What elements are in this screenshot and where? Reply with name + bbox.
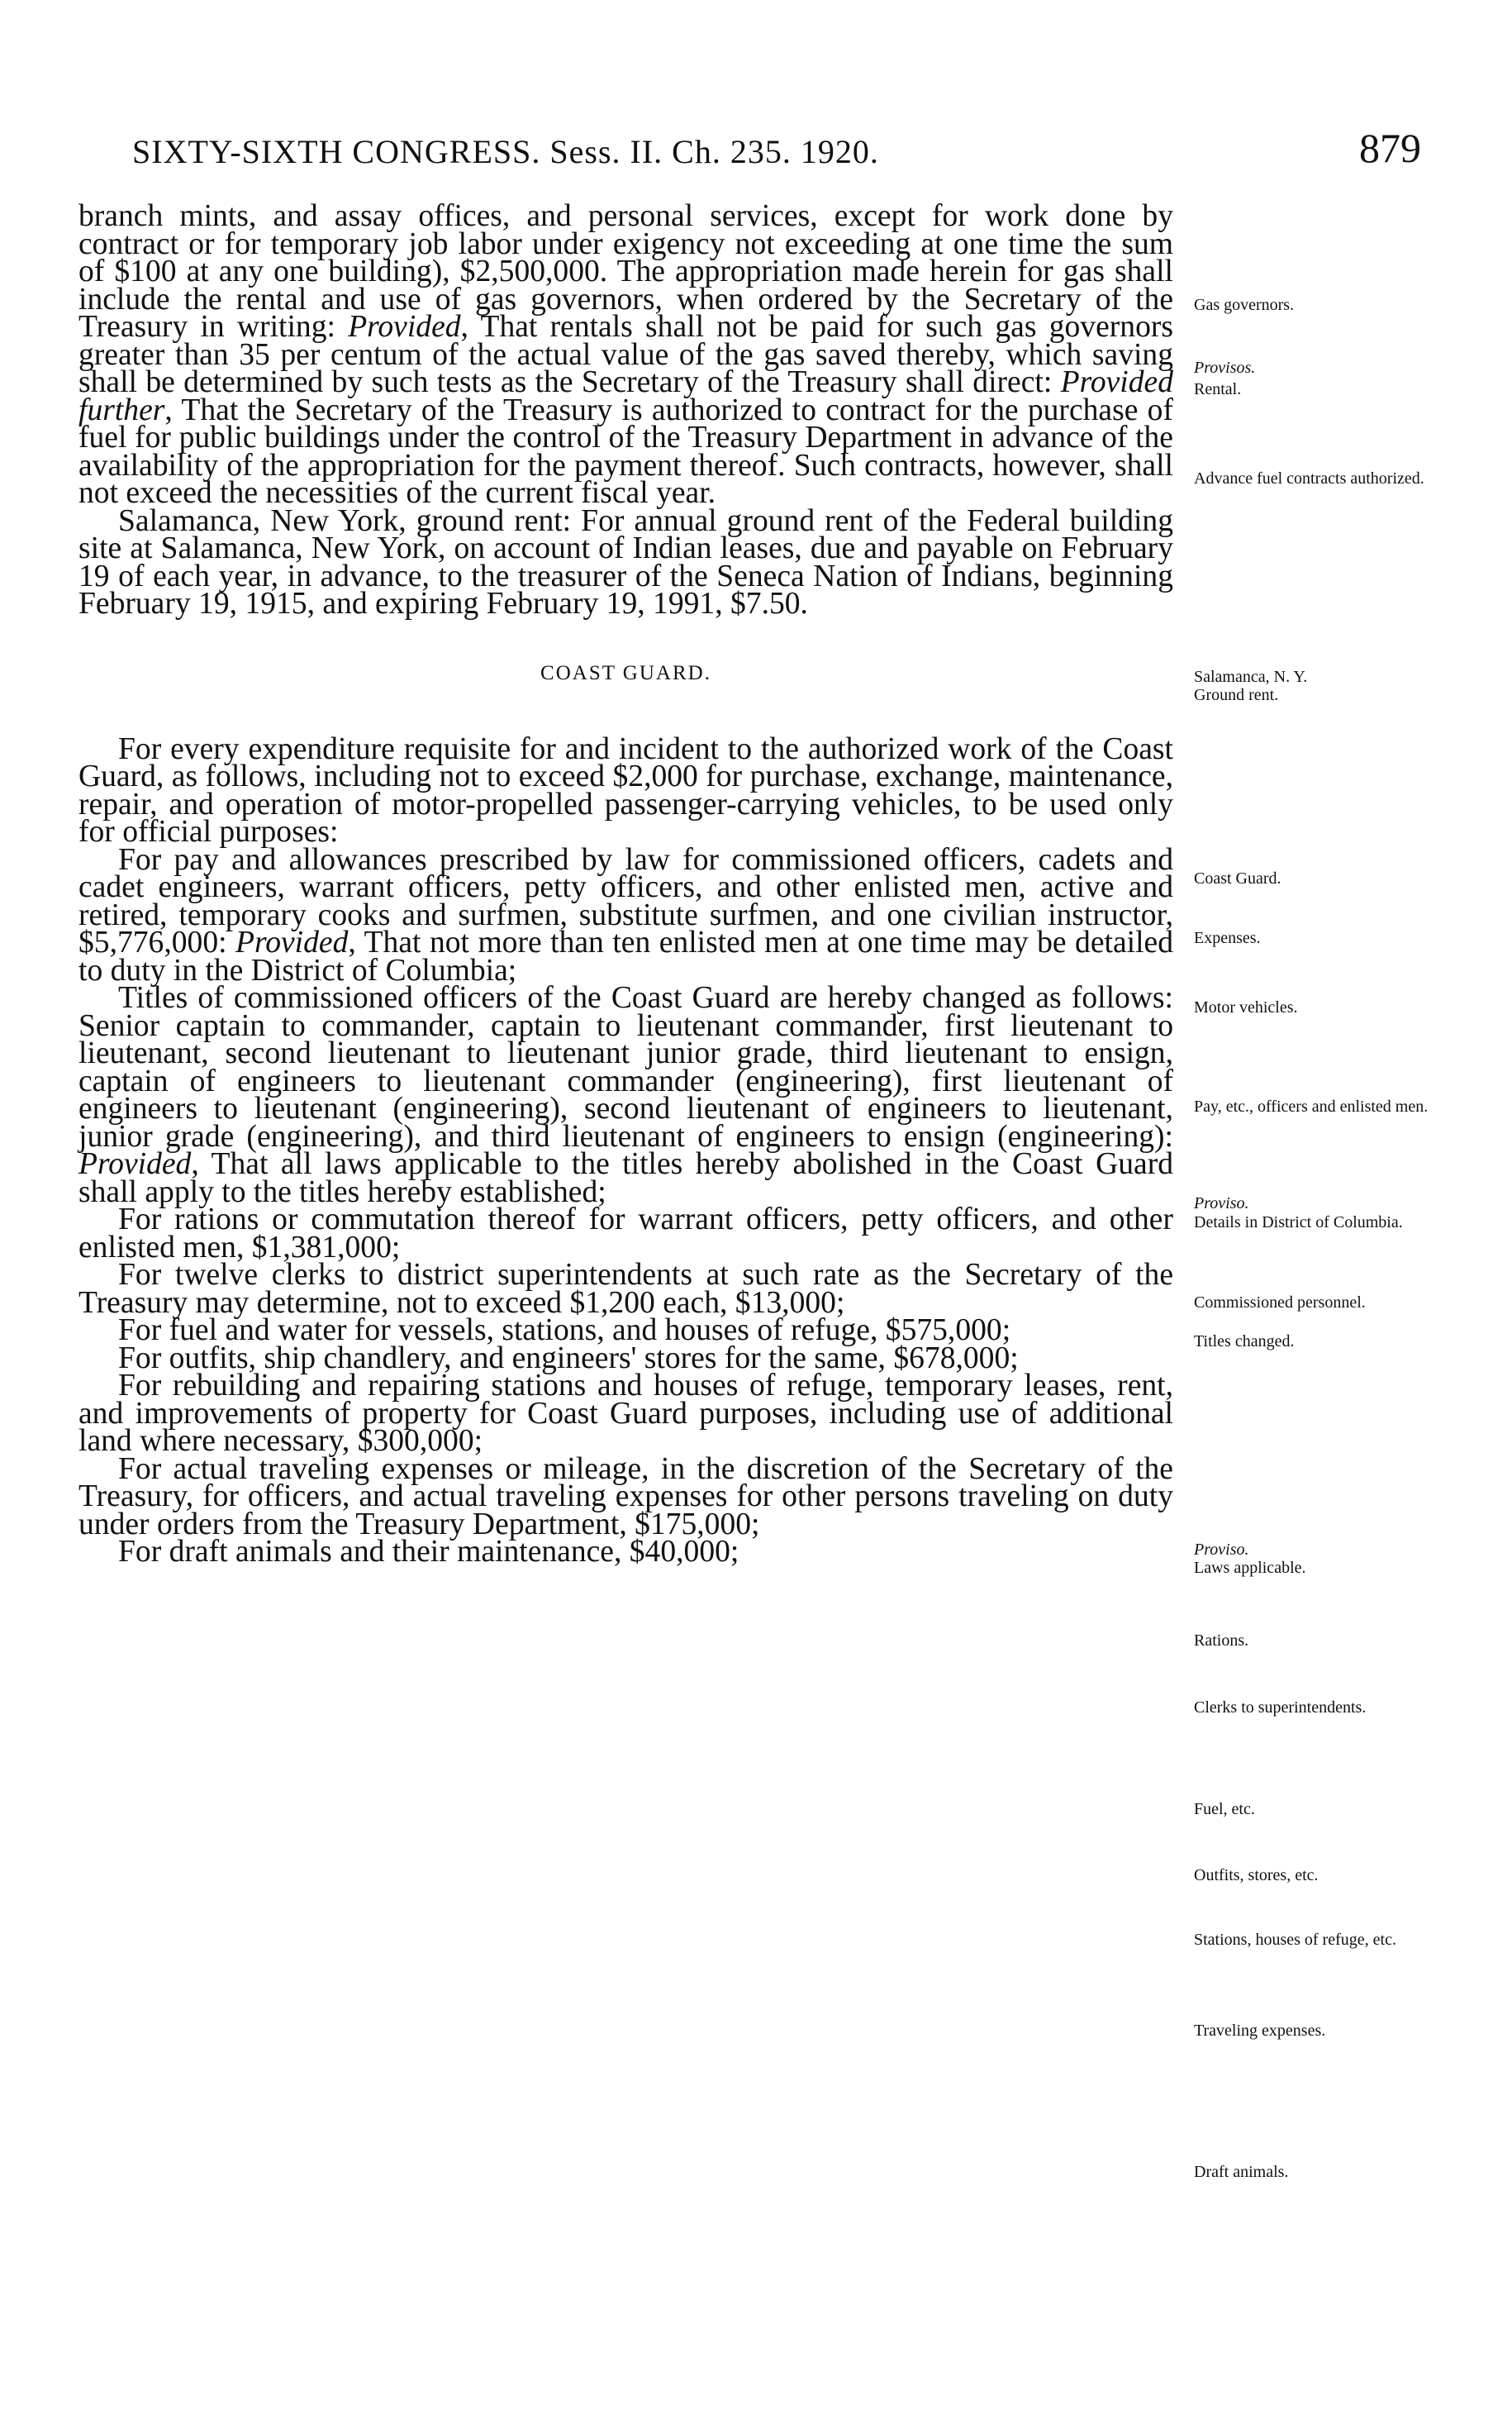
paragraph-rations: For rations or commutation thereof for warrant officers, petty officers, and other enlisted men, $1,381,000;	[78, 1203, 1173, 1265]
margin-note-rations: Rations.	[1194, 1631, 1249, 1650]
margin-note-details-dc: Details in District of Columbia.	[1194, 1213, 1403, 1231]
paragraph-stations: For rebuilding and repairing stations and houses of refuge, temporary leases, rent, and improvements of property for Coast Guard purposes, including use of additional land where necessary, $300,000;	[78, 1369, 1173, 1458]
margin-note-clerks: Clerks to superintendents.	[1194, 1698, 1367, 1717]
margin-notes	[1194, 0, 1442, 2410]
paragraph-expenditures: For every expenditure requisite for and incident to the authorized work of the Coast Guard, as follows, including not to exceed $2,000 for purchase, exchange, maintenance, repair, and operation of motor-propelled passenger-carrying vehicles, to be used only for official purposes:	[78, 731, 1173, 849]
paragraph-gas-governors: branch mints, and assay offices, and personal services, except for work done by contract or for temporary job labor under exigency not exceeding at one time the sum of $100 at any one building), $2,500,000. The appropriation made herein for gas shall include the rental and use of gas governors, when ordered by the Secretary of the Treasury in writing: Provided, That rentals shall not be paid for such gas governors greater than 35 per centum of the actual value of the gas saved thereby, which saving shall be determined by such tests as the Secretary of the Treasury shall direct: Provided further, That the Secretary of the Treasury is authorized to contract for the purchase of fuel for public buildings under the control of the Treasury Department in advance of the availability of the appropriation for the payment thereof. Such contracts, however, shall not exceed the necessities of the current fiscal year.	[78, 199, 1173, 510]
paragraph-draft-animals: For draft animals and their maintenance, $40,000;	[118, 1535, 739, 1569]
margin-note-salamanca: Salamanca, N. Y.	[1194, 668, 1308, 686]
paragraph-fuel: For fuel and water for vessels, stations, and houses of refuge, $575,000;	[118, 1313, 1011, 1347]
running-head: SIXTY-SIXTH CONGRESS. Sess. II. Ch. 235. 1920.	[132, 133, 879, 170]
margin-note-provisos: Provisos.	[1194, 359, 1256, 377]
margin-note-pay-officers: Pay, etc., officers and enlisted men.	[1194, 1098, 1429, 1116]
paragraph-titles: Titles of commissioned officers of the Coast Guard are hereby changed as follows: Senior captain to commander, captain to lieutenant commander, first lieutenant to lieutenant, second lieutenant to lieutenant junior grade, third lieutenant to ensign, captain of engineers to lieutenant commander (engineering), first lieutenant of engineers to lieutenant (engineering), second lieutenant of engineers to lieutenant, junior grade (engineering), and third lieutenant of engineers to ensign (engineering): Provided, That all laws applicable to the titles hereby abolished in the Coast Guard shall apply to the titles hereby established;	[78, 981, 1173, 1209]
margin-note-advance-fuel: Advance fuel contracts authorized.	[1194, 469, 1424, 488]
paragraph-pay-allowances: For pay and allowances prescribed by law for commissioned officers, cadets and cadet engineers, warrant officers, petty officers, and other enlisted men, active and retired, temporary cooks and surfmen, substitute surfmen, and one civilian instructor, $5,776,000: Provided, That not more than ten enlisted men at one time may be detailed to duty in the District of Columbia;	[78, 842, 1173, 988]
margin-note-motor-vehicles: Motor vehicles.	[1194, 998, 1298, 1017]
paragraph-traveling: For actual traveling expenses or mileage, in the discretion of the Secretary of the Treasury, for officers, and actual traveling expenses for other persons traveling on duty under orders from the Treasury Department, $175,000;	[78, 1451, 1173, 1541]
paragraph-outfits: For outfits, ship chandlery, and engineers' stores for the same, $678,000;	[118, 1341, 1019, 1375]
margin-note-draft-animals: Draft animals.	[1194, 2163, 1289, 2181]
margin-note-outfits: Outfits, stores, etc.	[1194, 1866, 1319, 1884]
margin-note-fuel: Fuel, etc.	[1194, 1800, 1255, 1818]
margin-note-expenses: Expenses.	[1194, 929, 1261, 947]
page-number: 879	[1359, 125, 1421, 171]
margin-note-stations: Stations, houses of refuge, etc.	[1194, 1931, 1396, 1949]
margin-note-titles-changed: Titles changed.	[1194, 1332, 1295, 1350]
margin-note-commissioned-personnel: Commissioned personnel.	[1194, 1293, 1366, 1312]
margin-note-proviso-2: Proviso.	[1194, 1541, 1249, 1559]
margin-note-coast-guard: Coast Guard.	[1194, 869, 1281, 888]
body-text	[78, 199, 1173, 1569]
margin-note-rental: Rental.	[1194, 380, 1242, 398]
section-heading-coast-guard: COAST GUARD.	[540, 661, 711, 684]
paragraph-salamanca: Salamanca, New York, ground rent: For annual ground rent of the Federal building site at Salamanca, New York, on account of Indian leases, due and payable on February 19 of each year, in advance, to the treasurer of the Seneca Nation of Indians, beginning February 19, 1915, and expiring February 19, 1991, $7.50.	[78, 503, 1173, 621]
margin-note-proviso: Proviso.	[1194, 1194, 1249, 1212]
margin-note-traveling: Traveling expenses.	[1194, 2022, 1326, 2040]
margin-note-gas-governors: Gas governors.	[1194, 296, 1295, 314]
margin-note-ground-rent: Ground rent.	[1194, 686, 1279, 704]
margin-note-laws-applicable: Laws applicable.	[1194, 1559, 1306, 1577]
paragraph-clerks: For twelve clerks to district superintendents at such rate as the Secretary of the Treasury may determine, not to exceed $1,200 each, $13,000;	[78, 1258, 1173, 1320]
